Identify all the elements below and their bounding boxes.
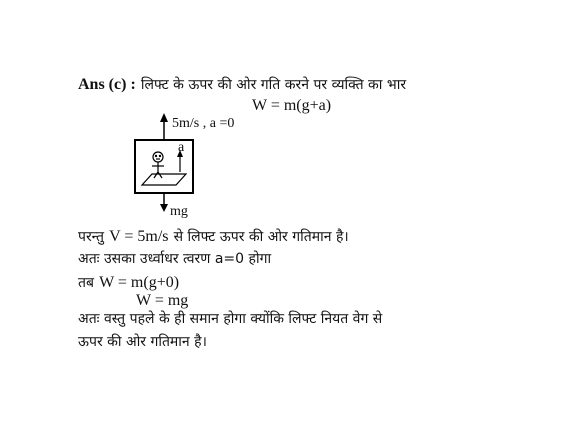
text-line-3	[78, 272, 179, 293]
equation-final: W = mg	[136, 292, 189, 309]
velocity-arrowhead	[160, 113, 168, 122]
text-line-1-start: परन्तु	[78, 229, 104, 245]
velocity-label: 5m/s , a =0	[172, 116, 235, 131]
acceleration-label: a	[178, 140, 185, 155]
answer-statement: लिफ्ट के ऊपर की ओर गति करने पर व्यक्ति का भार	[140, 77, 407, 93]
text-line-1	[78, 226, 349, 247]
text-line-5: ऊपर की ओर गतिमान है।	[78, 334, 207, 350]
equation-weight: W = m(g+a)	[252, 97, 332, 114]
text-line-2: अतः उसका उर्ध्वाधर त्वरण a=0 होगा	[78, 251, 272, 267]
text-line-3-start: तब	[78, 275, 94, 291]
answer-prefix: Ans (c) :	[78, 76, 136, 93]
text-line-1-end: से लिफ्ट ऊपर की ओर गतिमान है।	[173, 229, 349, 245]
weight-label: mg	[170, 204, 188, 219]
text-line-3-equation: W = m(g+0)	[99, 274, 180, 291]
weight-arrowhead	[160, 204, 168, 212]
text-line-4: अतः वस्तु पहले के ही समान होगा क्योंकि लिफ्ट नियत वेग से	[78, 311, 383, 327]
text-line-1-velocity: V = 5m/s	[109, 228, 169, 245]
answer-line	[78, 74, 406, 95]
lift-floor	[142, 174, 186, 185]
